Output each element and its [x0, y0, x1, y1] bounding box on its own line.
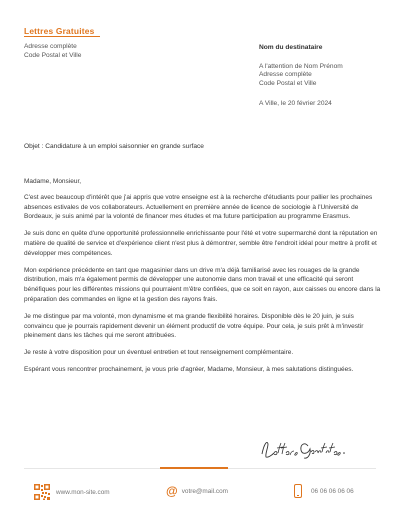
letter-body: [24, 177, 384, 382]
recipient-attention: A l'attention de Nom Prénom: [259, 62, 343, 70]
brand-title: Lettres Gratuites: [24, 26, 95, 36]
email-text: votre@mail.com: [181, 487, 228, 495]
footer-email[interactable]: [166, 484, 228, 498]
handwritten-signature: [258, 436, 358, 462]
qr-code-icon: [34, 484, 50, 500]
phone-text: 06 06 06 06 06: [311, 487, 354, 495]
paragraph: Je reste à votre disposition pour un éventuel entretien et tout renseignement complémentaire.: [24, 349, 294, 357]
subject-line: Objet : Candidature à un emploi saisonnier en grande surface: [24, 143, 204, 150]
recipient-name: Nom du destinataire: [259, 44, 323, 51]
sender-postal-line: Code Postal et Ville: [24, 52, 82, 59]
footer-website[interactable]: [34, 484, 110, 500]
closing: Espérant vous rencontrer prochainement, je vous prie d'agréer, Madame, Monsieur, à mes salutations distinguées.: [24, 365, 354, 373]
phone-icon: [294, 484, 302, 498]
place-date: A Ville, le 20 février 2024: [259, 100, 332, 107]
recipient-postal-line: Code Postal et Ville: [259, 79, 317, 87]
recipient-block: [259, 44, 343, 88]
at-sign-icon: @: [166, 484, 178, 498]
paragraph: Je suis donc en quête d'une opportunité professionnelle enrichissante pour l'été et votre supermarché dont la réputation en matière de qualité de service et d'expérience client n'est plus à démontrer, semble être l'endroit idéal pour mettre à profit et développer mes compétences.: [24, 230, 378, 257]
salutation: Madame, Monsieur,: [24, 178, 82, 185]
paragraph: Je me distingue par ma volonté, mon dynamisme et ma grande flexibilité horaires. Disponible dès le 20 juin, je suis convaincu que je pourrais rapidement devenir un élément productif de votre équipe. Pour cela, je suis prêt à m'investir pleinement dans les tâches qui me seront attribuées.: [24, 312, 364, 340]
sender-address-line: Adresse complète: [24, 43, 77, 50]
recipient-address-line: Adresse complète: [259, 71, 312, 79]
footer-accent-bar: [160, 467, 228, 469]
sender-address: [24, 42, 81, 60]
paragraph: C'est avec beaucoup d'intérêt que j'ai appris que votre enseigne est à la recherche d'étudiants pour pallier les prochaines absences estivales de vos collaborateurs. Actuellement en première année de licence de sociologie à l'Université de Bordeaux, je suis animé par la volonté de financer mes études et ma future participation au programme Erasmus.: [24, 193, 373, 221]
website-text: www.mon-site.com: [56, 488, 110, 496]
footer-phone[interactable]: [294, 484, 354, 498]
brand-underline: [24, 36, 100, 37]
paragraph: Mon expérience précédente en tant que magasinier dans un drive m'a déjà familiarisé avec les rouages de la grande distribution, mais m'a également permis de développer une autonomie dans mon travail et une efficacité qui seront bénéfiques pour les différentes missions qui pourraient m'être confiées, que ce soit en rayon, aux caisses ou encore dans la préparation des commandes en ligne et la gestion des rayons frais.: [24, 266, 381, 303]
